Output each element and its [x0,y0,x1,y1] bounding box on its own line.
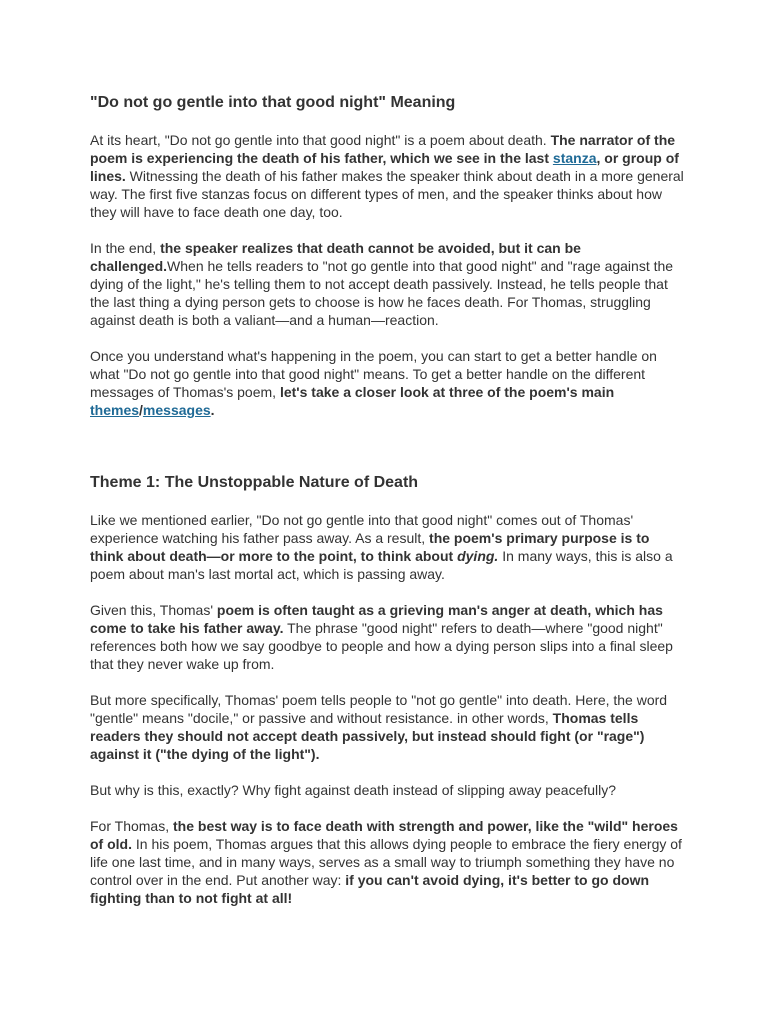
paragraph-meaning-1 [90,131,686,221]
text-run: In many ways, this is also a poem about man's last mortal act, which is passing away. [90,548,673,582]
text-run: But more specifically, Thomas' poem tells people to "not go gentle" into death. Here, the word "gentle" means "docile," or passive and without resistance. in other words, [90,692,668,726]
bold-run: poem is often taught as a grieving man's anger at death, which has come to take his father away. [90,602,663,636]
article [90,93,686,907]
section-heading-theme-1: Theme 1: The Unstoppable Nature of Death [90,474,419,491]
themes-link[interactable]: themes [90,402,140,418]
text-run: In the end, [90,240,161,256]
section-heading-meaning: "Do not go gentle into that good night" Meaning [90,94,456,111]
text-run: At its heart, "Do not go gentle into that good night" is a poem about death. [90,132,551,148]
bold-run: if you can't avoid dying, it's better to go down fighting than to not fight at all! [90,872,650,906]
text-run: For Thomas, [90,818,173,834]
text-run: Given this, Thomas' [90,602,217,618]
bold-italic-run: dying. [457,548,499,564]
text-run: When he tells readers to "not go gentle into that good night" and "rage against the dying of the light," he's telling them to not accept death passively. Instead, he tells people that the last thing a dying person gets to choose is how he faces death. For Thomas, struggling against death is both a valiant—and a human—reaction. [90,258,674,328]
bold-run: , or group of lines. [90,150,679,184]
bold-run: the speaker realizes that death cannot be avoided, but it can be challenged. [90,240,581,274]
paragraph-theme1-5 [90,817,686,907]
paragraph-theme1-4 [90,781,686,799]
messages-link[interactable]: messages [142,402,211,418]
text-run: Like we mentioned earlier, "Do not go gentle into that good night" comes out of Thomas' experience watching his father pass away. As a result, [90,512,634,546]
slash-separator: / [139,402,143,418]
bold-run: The narrator of the poem is experiencing the death of his father, which we see in the last [90,132,676,166]
bold-run: let's take a closer look at three of the poem's main [279,384,615,400]
text-run: Once you understand what's happening in the poem, you can start to get a better handle on what "Do not go gentle into that good night" means. To get a better handle on the different messages of Thomas's poem, [90,348,657,400]
paragraph-meaning-2 [90,239,686,329]
bold-run: . [210,402,215,418]
stanza-link[interactable]: stanza [552,150,597,166]
text-run: The phrase "good night" refers to death—where "good night" references both how we say goodbye to people and how a dying person slips into a final sleep that they never wake up from. [90,620,673,672]
paragraph-theme1-1 [90,511,686,583]
paragraph-theme1-3 [90,691,686,763]
bold-run: Thomas tells readers they should not accept death passively, but instead should fight (or "rage") against it ("the dying of the light"). [90,710,645,762]
text-run: Witnessing the death of his father makes the speaker think about death in a more general way. The first five stanzas focus on different types of men, and the speaker thinks about how they will have to face death one day, too. [90,168,684,220]
paragraph-theme1-2 [90,601,686,673]
text-run: In his poem, Thomas argues that this allows dying people to embrace the fiery energy of life one last time, and in many ways, serves as a small way to triumph something they have no control over in the end. Put another way: [90,836,682,888]
paragraph-meaning-3 [90,347,686,419]
bold-run: the poem's primary purpose is to think about death—or more to the point, to think about [90,530,650,564]
bold-run: the best way is to face death with strength and power, like the "wild" heroes of old. [90,818,678,852]
text-run: But why is this, exactly? Why fight against death instead of slipping away peacefully? [90,782,617,798]
